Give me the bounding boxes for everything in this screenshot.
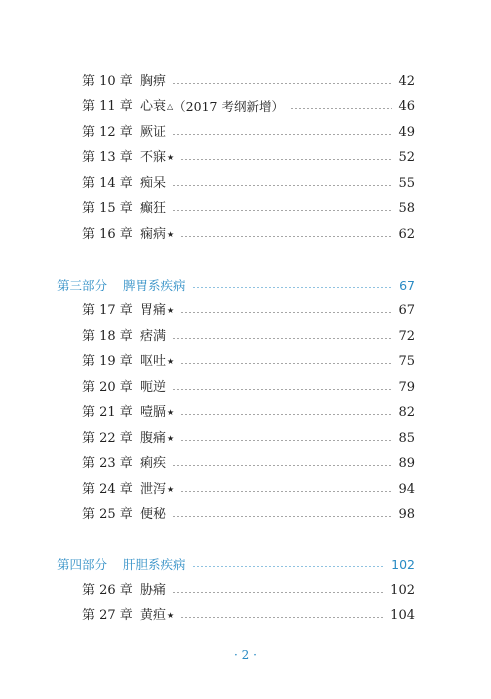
- star-mark-icon: ★: [167, 485, 175, 494]
- star-mark-icon: ★: [167, 230, 175, 239]
- toc-entry[interactable]: [82, 403, 415, 423]
- chapter-number: 第 15 章: [82, 201, 133, 216]
- chapter-title: 癫狂: [140, 201, 167, 216]
- chapter-title: 不寐: [140, 150, 167, 165]
- toc-entry[interactable]: [82, 429, 415, 449]
- chapter-number: 第 22 章: [82, 431, 133, 446]
- chapter-title: 黄疸: [140, 608, 167, 623]
- page-number: 67: [399, 278, 415, 293]
- toc-entry[interactable]: [82, 199, 415, 219]
- page-number: 82: [398, 405, 415, 420]
- toc-entry[interactable]: [82, 378, 415, 398]
- page-number: 46: [398, 99, 415, 114]
- page-number: 102: [390, 583, 415, 598]
- toc-entry[interactable]: [82, 148, 415, 168]
- section-number: 第三部分: [57, 278, 108, 293]
- toc-entry[interactable]: [82, 352, 415, 372]
- chapter-number: 第 14 章: [82, 176, 133, 191]
- chapter-number: 第 24 章: [82, 482, 133, 497]
- chapter-number: 第 10 章: [82, 74, 133, 89]
- chapter-title: 呃逆: [140, 380, 167, 395]
- dot-leader: [290, 108, 392, 109]
- star-mark-icon: ★: [167, 306, 175, 315]
- page-number: 89: [398, 456, 415, 471]
- chapter-title: 呕吐: [140, 354, 167, 369]
- chapter-title: 噎膈: [140, 405, 167, 420]
- chapter-number: 第 12 章: [82, 125, 133, 140]
- page-number: 55: [398, 176, 415, 191]
- toc-entry[interactable]: [82, 174, 415, 194]
- chapter-number: 第 23 章: [82, 456, 133, 471]
- dot-leader: [180, 617, 384, 618]
- dot-leader: [180, 363, 392, 364]
- toc-entry[interactable]: [82, 480, 415, 500]
- page-number: 67: [398, 303, 415, 318]
- toc-entry[interactable]: [82, 301, 415, 321]
- dot-leader: [172, 338, 392, 339]
- dot-leader: [172, 210, 392, 211]
- page-number: 75: [398, 354, 415, 369]
- page-number: 42: [398, 74, 415, 89]
- chapter-title: 腹痛: [140, 431, 167, 446]
- star-mark-icon: ★: [167, 153, 175, 162]
- chapter-title: 厥证: [140, 125, 167, 140]
- dot-leader: [172, 592, 384, 593]
- chapter-number: 第 27 章: [82, 608, 133, 623]
- page-number: 62: [398, 227, 415, 242]
- dot-leader: [180, 312, 392, 313]
- chapter-number: 第 21 章: [82, 405, 133, 420]
- toc-entry[interactable]: [82, 225, 415, 245]
- chapter-title: 痴呆: [140, 176, 167, 191]
- page-number: 94: [398, 482, 415, 497]
- page-number: 49: [398, 125, 415, 140]
- toc-entry[interactable]: [82, 505, 415, 525]
- dot-leader: [172, 465, 392, 466]
- dot-leader: [180, 159, 392, 160]
- toc-entry[interactable]: [82, 606, 415, 626]
- toc-entry[interactable]: [82, 327, 415, 347]
- page-number: 72: [398, 329, 415, 344]
- chapter-title: 痞满: [140, 329, 167, 344]
- dot-leader: [172, 134, 392, 135]
- section-title: 肝胆系疾病: [123, 557, 186, 572]
- dot-leader: [172, 83, 392, 84]
- page-number: 98: [398, 507, 415, 522]
- dot-leader: [192, 566, 386, 567]
- section-title: 脾胃系疾病: [123, 278, 186, 293]
- chapter-note: （2017 考纲新增）: [173, 99, 284, 114]
- toc-entry[interactable]: [82, 97, 415, 117]
- chapter-title: 痢疾: [140, 456, 167, 471]
- chapter-title: 胁痛: [140, 583, 167, 598]
- dot-leader: [172, 389, 392, 390]
- dot-leader: [192, 287, 394, 288]
- chapter-number: 第 18 章: [82, 329, 133, 344]
- chapter-title: 心衰: [140, 99, 167, 114]
- section-number: 第四部分: [57, 557, 108, 572]
- chapter-number: 第 16 章: [82, 227, 133, 242]
- toc-entry[interactable]: [82, 72, 415, 92]
- dot-leader: [180, 491, 392, 492]
- section-heading[interactable]: [57, 555, 415, 575]
- section-heading[interactable]: [57, 276, 415, 296]
- dot-leader: [172, 185, 392, 186]
- star-mark-icon: ★: [167, 357, 175, 366]
- star-mark-icon: ★: [167, 611, 175, 620]
- page-number: 52: [398, 150, 415, 165]
- chapter-number: 第 20 章: [82, 380, 133, 395]
- chapter-number: 第 19 章: [82, 354, 133, 369]
- toc-entry[interactable]: [82, 123, 415, 143]
- chapter-number: 第 17 章: [82, 303, 133, 318]
- chapter-title: 痫病: [140, 227, 167, 242]
- chapter-title: 胸痹: [140, 74, 167, 89]
- star-mark-icon: ★: [167, 434, 175, 443]
- dot-leader: [172, 516, 392, 517]
- chapter-title: 便秘: [140, 507, 167, 522]
- triangle-mark-icon: △: [167, 102, 174, 111]
- page-number: 102: [391, 557, 415, 572]
- toc-entry[interactable]: [82, 454, 415, 474]
- chapter-number: 第 11 章: [82, 99, 133, 114]
- page-number: 85: [398, 431, 415, 446]
- star-mark-icon: ★: [167, 408, 175, 417]
- toc-entry[interactable]: [82, 581, 415, 601]
- chapter-title: 胃痛: [140, 303, 167, 318]
- dot-leader: [180, 236, 392, 237]
- chapter-number: 第 13 章: [82, 150, 133, 165]
- chapter-number: 第 26 章: [82, 583, 133, 598]
- page-number: 58: [398, 201, 415, 216]
- chapter-title: 泄泻: [140, 482, 167, 497]
- chapter-number: 第 25 章: [82, 507, 133, 522]
- page-number: 104: [390, 608, 415, 623]
- dot-leader: [180, 414, 392, 415]
- dot-leader: [180, 440, 392, 441]
- page-number: 79: [398, 380, 415, 395]
- page-footer-number: · 2 ·: [234, 648, 257, 662]
